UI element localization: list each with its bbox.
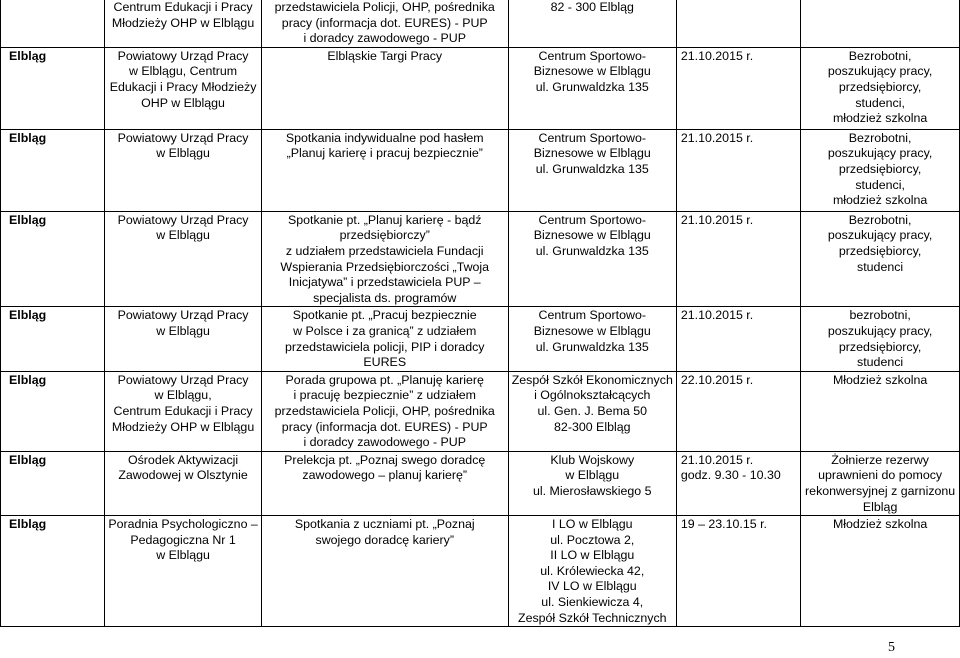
target-group-cell	[801, 516, 960, 627]
event-cell	[261, 0, 508, 47]
organizer-cell	[105, 0, 261, 47]
location-cell	[508, 307, 676, 371]
city-cell: Elbląg	[1, 451, 105, 515]
location-line: i Ogólnokształcących	[534, 388, 651, 403]
organizer-line: Edukacji i Pracy Młodzieży	[109, 79, 257, 94]
table-row	[1, 371, 960, 451]
target-group-cell	[801, 129, 960, 211]
location-line: Centrum Sportowo-	[538, 48, 646, 63]
target-group-line: studenci,	[855, 177, 905, 192]
organizer-line: Powiatowy Urząd Pracy	[117, 372, 249, 387]
location-line: 82-300 Elbląg	[554, 419, 631, 434]
date-cell	[676, 211, 800, 307]
target-group-line: poszukujący pracy,	[827, 323, 933, 338]
location-line: Zespół Szkół Technicznych	[518, 610, 667, 625]
location-line: ul. Sienkiewicza 4,	[541, 595, 644, 610]
event-line: Spotkania z uczniami pt. „Poznaj	[294, 517, 475, 532]
city-cell: Elbląg	[1, 516, 105, 627]
organizer-line: OHP w Elblągu	[141, 95, 225, 110]
target-group-line: Bezrobotni,	[848, 212, 912, 227]
location-line: II LO w Elblągu	[550, 548, 635, 563]
target-group-line: studenci,	[855, 95, 905, 110]
target-group-line: poszukujący pracy,	[827, 64, 933, 79]
location-cell	[508, 129, 676, 211]
target-group-line: poszukujący pracy,	[827, 146, 933, 161]
event-cell	[261, 451, 508, 515]
location-line: Centrum Sportowo-	[538, 212, 646, 227]
target-group-line: przedsiębiorcy,	[838, 243, 922, 258]
date-cell	[676, 47, 800, 129]
organizer-line: Poradnia Psychologiczno –	[108, 517, 258, 532]
event-line: z udziałem przedstawiciela Fundacji	[285, 243, 484, 258]
table-row	[1, 307, 960, 371]
target-group-line: Bezrobotni,	[848, 130, 912, 145]
date-line: 21.10.2015 r.	[680, 130, 754, 145]
event-line: pracy (informacja dot. EURES) - PUP	[281, 15, 488, 30]
event-cell	[261, 307, 508, 371]
location-cell	[508, 371, 676, 451]
event-line: i pracuję bezpiecznie” z udziałem	[293, 388, 476, 403]
target-group-line: młodzież szkolna	[832, 193, 928, 208]
location-line: ul. Grunwaldzka 135	[535, 339, 649, 354]
location-cell	[508, 516, 676, 627]
target-group-line: studenci	[857, 259, 904, 274]
event-cell	[261, 129, 508, 211]
location-cell	[508, 211, 676, 307]
target-group-cell	[801, 0, 960, 47]
date-cell	[676, 307, 800, 371]
organizer-cell	[105, 129, 261, 211]
organizer-cell	[105, 47, 261, 129]
organizer-cell	[105, 371, 261, 451]
organizer-line: w Elblągu	[156, 146, 210, 161]
event-line: Wspierania Przedsiębiorczości „Twoja	[280, 259, 490, 274]
city-cell: Elbląg	[1, 47, 105, 129]
organizer-line: w Elblągu, Centrum	[129, 64, 238, 79]
city-cell: Elbląg	[1, 211, 105, 307]
event-line: Elbląskie Targi Pracy	[327, 48, 443, 63]
date-cell	[676, 129, 800, 211]
location-line: Klub Wojskowy	[550, 452, 635, 467]
table-row	[1, 129, 960, 211]
target-group-line: Młodzież szkolna	[832, 517, 928, 532]
event-line: i doradcy zawodowego - PUP	[303, 435, 467, 450]
target-group-line: Elbląg	[862, 499, 898, 514]
event-line: przedstawiciela Policji, OHP, pośrednika	[274, 403, 495, 418]
organizer-line: Młodzieży OHP w Elblągu	[111, 15, 255, 30]
organizer-line: Ośrodek Aktywizacji	[127, 452, 239, 467]
event-line: Inicjatywa” i przedstawiciela PUP –	[288, 275, 481, 290]
table-row	[1, 47, 960, 129]
event-line: EURES	[363, 355, 407, 370]
event-line: swojego doradcę kariery”	[315, 532, 454, 547]
organizer-line: Pedagogiczna Nr 1	[130, 532, 236, 547]
organizer-line: w Elblągu	[156, 323, 210, 338]
organizer-line: Powiatowy Urząd Pracy	[117, 130, 249, 145]
table-row	[1, 0, 960, 47]
target-group-line: uprawnieni do pomocy	[818, 468, 943, 483]
event-line: Spotkania indywidualne pod hasłem	[285, 130, 484, 145]
event-cell	[261, 47, 508, 129]
location-line: 82 - 300 Elbląg	[550, 0, 634, 14]
event-line: przedstawiciela Policji, OHP, pośrednika	[274, 0, 495, 14]
date-line: 19 – 23.10.15 r.	[680, 517, 767, 532]
date-line: 21.10.2015 r.	[680, 452, 754, 467]
event-line: Porada grupowa pt. „Planuję karierę	[285, 372, 484, 387]
location-cell	[508, 47, 676, 129]
event-line: zawodowego – planuj karierę”	[302, 468, 468, 483]
target-group-line: młodzież szkolna	[832, 111, 928, 126]
organizer-line: Centrum Edukacji i Pracy	[113, 403, 253, 418]
organizer-cell	[105, 307, 261, 371]
location-line: ul. Pocztowa 2,	[550, 532, 635, 547]
target-group-line: rekonwersyjnej z garnizonu	[805, 483, 956, 498]
event-line: w Polsce i za granicą” z udziałem	[293, 323, 477, 338]
location-line: Biznesowe w Elblągu	[533, 64, 651, 79]
location-line: Centrum Sportowo-	[538, 308, 646, 323]
city-cell: Elbląg	[1, 129, 105, 211]
city-cell	[1, 0, 105, 47]
location-line: IV LO w Elblągu	[547, 579, 637, 594]
event-line: „Planuj karierę i pracuj bezpiecznie”	[286, 146, 483, 161]
event-cell	[261, 371, 508, 451]
target-group-line: przedsiębiorcy,	[838, 79, 922, 94]
target-group-line: studenci	[857, 355, 904, 370]
organizer-line: Centrum Edukacji i Pracy	[113, 0, 253, 14]
target-group-line: przedsiębiorcy,	[838, 339, 922, 354]
event-cell	[261, 516, 508, 627]
location-line: Biznesowe w Elblągu	[533, 146, 651, 161]
table-row	[1, 211, 960, 307]
location-line: Biznesowe w Elblągu	[533, 228, 651, 243]
location-line: ul. Mierosławskiego 5	[533, 483, 652, 498]
organizer-line: Młodzieży OHP w Elblągu	[111, 419, 255, 434]
event-line: specjalista ds. programów	[313, 290, 457, 305]
target-group-line: Młodzież szkolna	[832, 372, 928, 387]
organizer-cell	[105, 516, 261, 627]
organizer-cell	[105, 211, 261, 307]
event-line: Prelekcja pt. „Poznaj swego doradcę	[284, 452, 486, 467]
location-line: I LO w Elblągu	[551, 517, 633, 532]
event-cell	[261, 211, 508, 307]
location-line: ul. Grunwaldzka 135	[535, 161, 649, 176]
event-line: pracy (informacja dot. EURES) - PUP	[281, 419, 488, 434]
events-table-body	[1, 0, 960, 627]
location-line: ul. Gen. J. Bema 50	[537, 403, 648, 418]
organizer-line: w Elblągu	[156, 548, 210, 563]
organizer-line: w Elblągu	[156, 228, 210, 243]
target-group-cell	[801, 307, 960, 371]
event-line: i doradcy zawodowego - PUP	[303, 31, 467, 46]
target-group-cell	[801, 371, 960, 451]
target-group-line: Bezrobotni,	[848, 48, 912, 63]
target-group-line: Żołnierze rezerwy	[831, 452, 929, 467]
target-group-line: bezrobotni,	[849, 308, 911, 323]
location-line: ul. Grunwaldzka 135	[535, 243, 649, 258]
event-line: przedsiębiorczy”	[339, 228, 430, 243]
event-line: Spotkanie pt. „Planuj karierę - bądź	[287, 212, 482, 227]
city-cell: Elbląg	[1, 307, 105, 371]
date-line: 22.10.2015 r.	[680, 372, 754, 387]
event-line: Spotkanie pt. „Pracuj bezpiecznie	[292, 308, 477, 323]
target-group-line: przedsiębiorcy,	[838, 161, 922, 176]
location-line: Biznesowe w Elblągu	[533, 323, 651, 338]
table-row	[1, 516, 960, 627]
location-line: Centrum Sportowo-	[538, 130, 646, 145]
organizer-line: Powiatowy Urząd Pracy	[117, 212, 249, 227]
location-line: ul. Królewiecka 42,	[540, 563, 645, 578]
target-group-cell	[801, 211, 960, 307]
organizer-line: w Elblągu,	[154, 388, 212, 403]
date-line: godz. 9.30 - 10.30	[680, 468, 781, 483]
date-line: 21.10.2015 r.	[680, 212, 754, 227]
target-group-line: poszukujący pracy,	[827, 228, 933, 243]
date-cell	[676, 516, 800, 627]
target-group-cell	[801, 451, 960, 515]
location-cell	[508, 451, 676, 515]
date-cell	[676, 0, 800, 47]
location-cell	[508, 0, 676, 47]
target-group-cell	[801, 47, 960, 129]
location-line: ul. Grunwaldzka 135	[535, 79, 649, 94]
event-line: przedstawiciela policji, PIP i doradcy	[284, 339, 485, 354]
table-row	[1, 451, 960, 515]
organizer-line: Powiatowy Urząd Pracy	[117, 48, 249, 63]
date-cell	[676, 371, 800, 451]
page-number: 5	[888, 640, 895, 655]
date-line: 21.10.2015 r.	[680, 48, 754, 63]
city-cell: Elbląg	[1, 371, 105, 451]
organizer-line: Zawodowej w Olsztynie	[118, 468, 248, 483]
date-cell	[676, 451, 800, 515]
organizer-line: Powiatowy Urząd Pracy	[117, 308, 249, 323]
date-line: 21.10.2015 r.	[680, 308, 754, 323]
location-line: w Elblągu	[565, 468, 620, 483]
organizer-cell	[105, 451, 261, 515]
location-line: Zespół Szkół Ekonomicznych	[511, 372, 673, 387]
